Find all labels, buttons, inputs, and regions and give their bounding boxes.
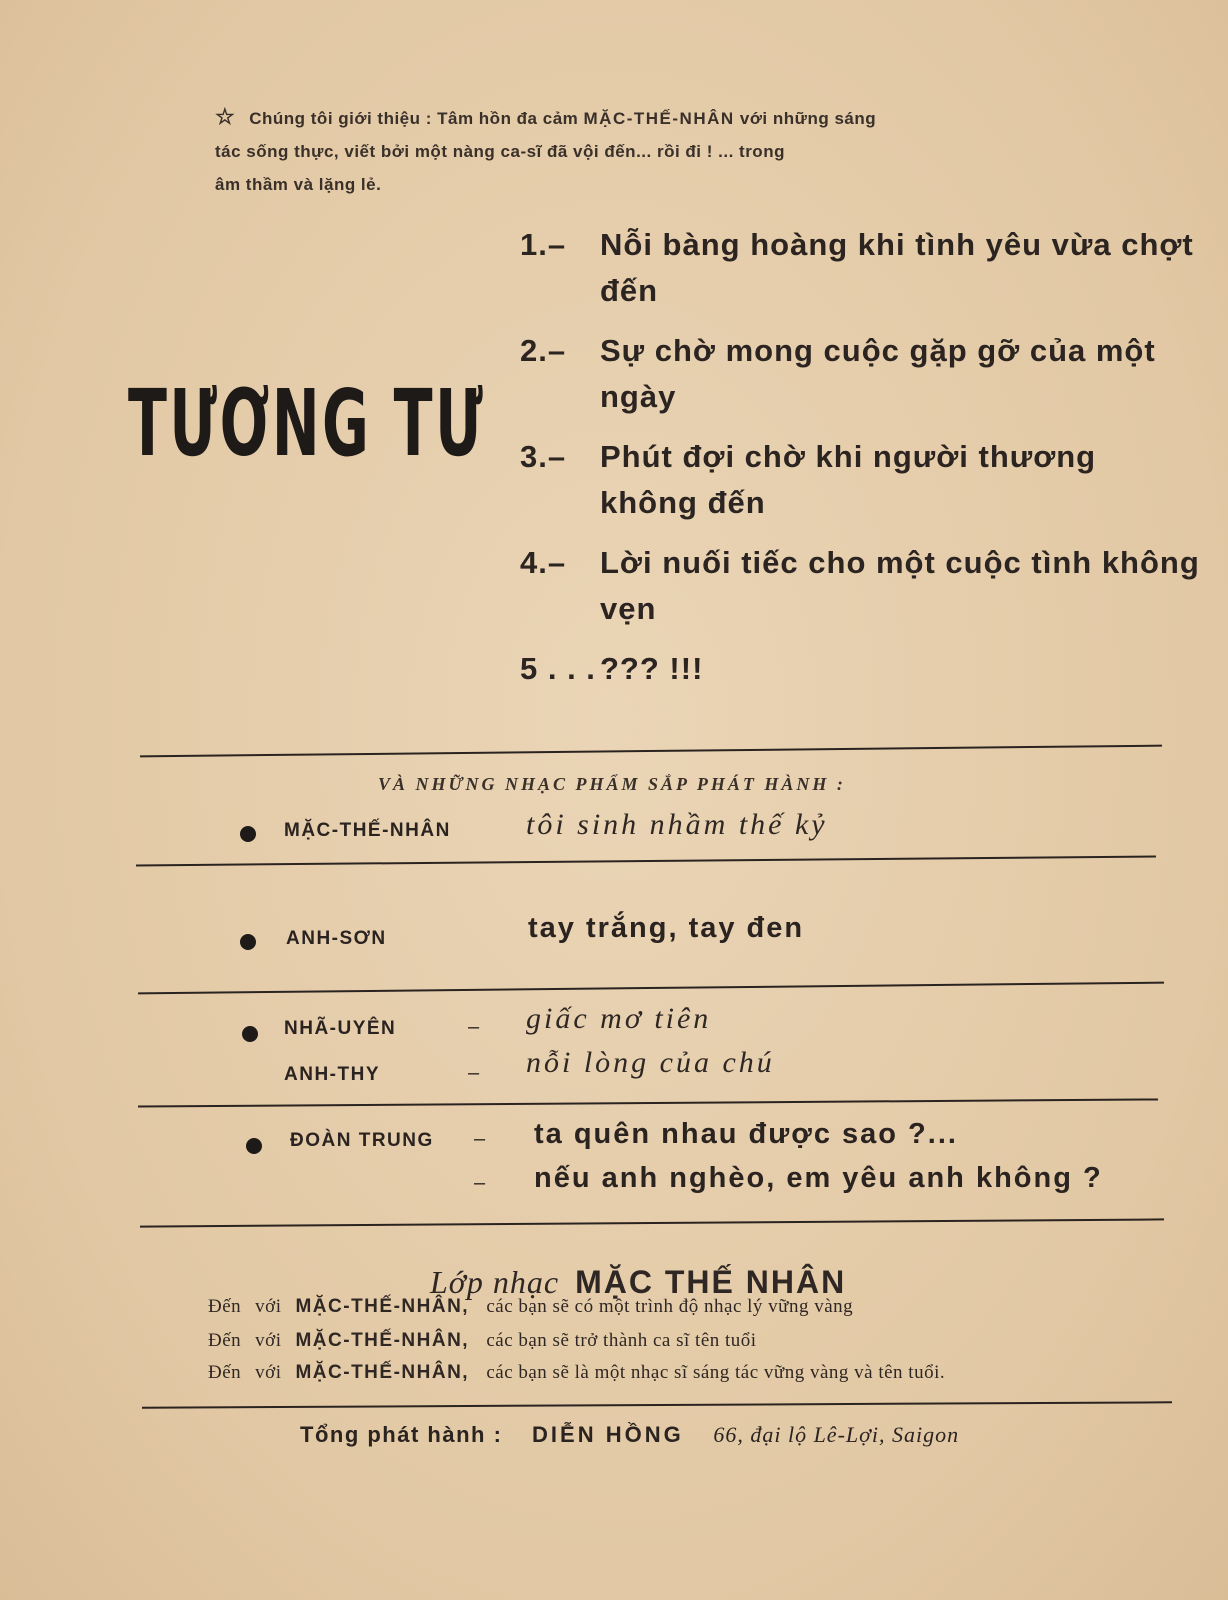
upcoming-entry bbox=[240, 912, 1200, 968]
intro-paragraph bbox=[215, 100, 1185, 201]
bullet-icon bbox=[240, 826, 256, 842]
artist-name: ANH-SƠN bbox=[286, 928, 387, 949]
distributor-footer bbox=[300, 1422, 959, 1448]
divider bbox=[138, 1098, 1158, 1107]
song-title: Lời nuối tiếc cho một cuộc tình không vẹn bbox=[600, 545, 1200, 626]
upcoming-entry bbox=[240, 1002, 1200, 1088]
song-item bbox=[520, 328, 1200, 420]
work-title: tay trắng, tay đen bbox=[528, 912, 805, 944]
school-promo-line: Đến với MẶC-THẾ-NHÂN, các bạn sẽ là một nhạc sĩ sáng tác vững vàng và tên tuổi. bbox=[208, 1362, 946, 1383]
divider bbox=[138, 982, 1164, 995]
song-list bbox=[520, 222, 1200, 706]
bullet-icon bbox=[242, 1026, 258, 1042]
divider bbox=[136, 856, 1156, 867]
divider bbox=[140, 745, 1162, 758]
dash: – bbox=[474, 1128, 486, 1150]
song-title: Phút đợi chờ khi người thương không đến bbox=[600, 439, 1097, 520]
school-promo-line: Đến với MẶC-THẾ-NHÂN, các bạn sẽ trở thành ca sĩ tên tuổi bbox=[208, 1330, 757, 1351]
bullet-icon bbox=[246, 1138, 262, 1154]
work-title: nếu anh nghèo, em yêu anh không ? bbox=[534, 1162, 1103, 1194]
song-item bbox=[520, 540, 1200, 632]
school-promo-line: Đến với MẶC-THẾ-NHÂN, các bạn sẽ có một trình độ nhạc lý vững vàng bbox=[208, 1296, 854, 1317]
song-number: 1.– bbox=[520, 227, 567, 262]
intro-line-2: tác sống thực, viết bởi một nàng ca-sĩ đã vội đến... rồi đi ! ... trong bbox=[215, 142, 785, 161]
dash: – bbox=[468, 1062, 480, 1084]
divider bbox=[140, 1218, 1164, 1227]
artist-name: ĐOÀN TRUNG bbox=[290, 1130, 434, 1151]
divider bbox=[142, 1401, 1172, 1408]
intro-author-name: MẶC-THẾ-NHÂN bbox=[583, 109, 735, 128]
school-name: MẶC THẾ NHÂN bbox=[575, 1264, 847, 1300]
artist-name: NHÃ-UYÊN bbox=[284, 1018, 397, 1039]
distributor-address: 66, đại lộ Lê-Lợi, Saigon bbox=[713, 1422, 960, 1447]
song-number: 4.– bbox=[520, 545, 567, 580]
dash: – bbox=[474, 1172, 486, 1194]
work-title: giấc mơ tiên bbox=[526, 1002, 712, 1035]
upcoming-heading: VÀ NHỮNG NHẠC PHẨM SẮP PHÁT HÀNH : bbox=[378, 774, 846, 794]
upcoming-entry bbox=[240, 806, 1200, 856]
song-number: 3.– bbox=[520, 439, 567, 474]
school-title: Lớp nhạc MẶC THẾ NHÂN bbox=[430, 1264, 847, 1300]
song-title: Nỗi bàng hoàng khi tình yêu vừa chợt đến bbox=[600, 227, 1194, 308]
dash: – bbox=[468, 1016, 480, 1038]
star-icon: ☆ bbox=[215, 104, 236, 129]
song-item bbox=[520, 646, 1200, 692]
artist-name: ANH-THY bbox=[284, 1064, 380, 1085]
distributor-label: Tổng phát hành : bbox=[300, 1422, 503, 1447]
page-title: TƯƠNG TƯ bbox=[128, 370, 486, 477]
song-item bbox=[520, 222, 1200, 314]
song-title: Sự chờ mong cuộc gặp gỡ của một ngày bbox=[600, 333, 1156, 414]
artist-name: MẶC-THẾ-NHÂN bbox=[284, 820, 451, 841]
intro-line-3: âm thầm và lặng lẻ. bbox=[215, 175, 382, 194]
song-number: 5 . . . bbox=[520, 651, 596, 686]
distributor-name: DIỄN HỒNG bbox=[532, 1422, 684, 1447]
song-number: 2.– bbox=[520, 333, 567, 368]
work-title: nỗi lòng của chú bbox=[526, 1046, 775, 1079]
intro-line-1: ☆ Chúng tôi giới thiệu : Tâm hồn đa cảm MẶC-THẾ-NHÂN với những sáng bbox=[215, 104, 877, 129]
work-title: tôi sinh nhầm thế kỷ bbox=[526, 808, 828, 841]
song-item bbox=[520, 434, 1200, 526]
work-title: ta quên nhau được sao ?... bbox=[534, 1118, 958, 1150]
song-title: ??? !!! bbox=[600, 651, 704, 686]
bullet-icon bbox=[240, 934, 256, 950]
upcoming-entry bbox=[240, 1120, 1200, 1210]
